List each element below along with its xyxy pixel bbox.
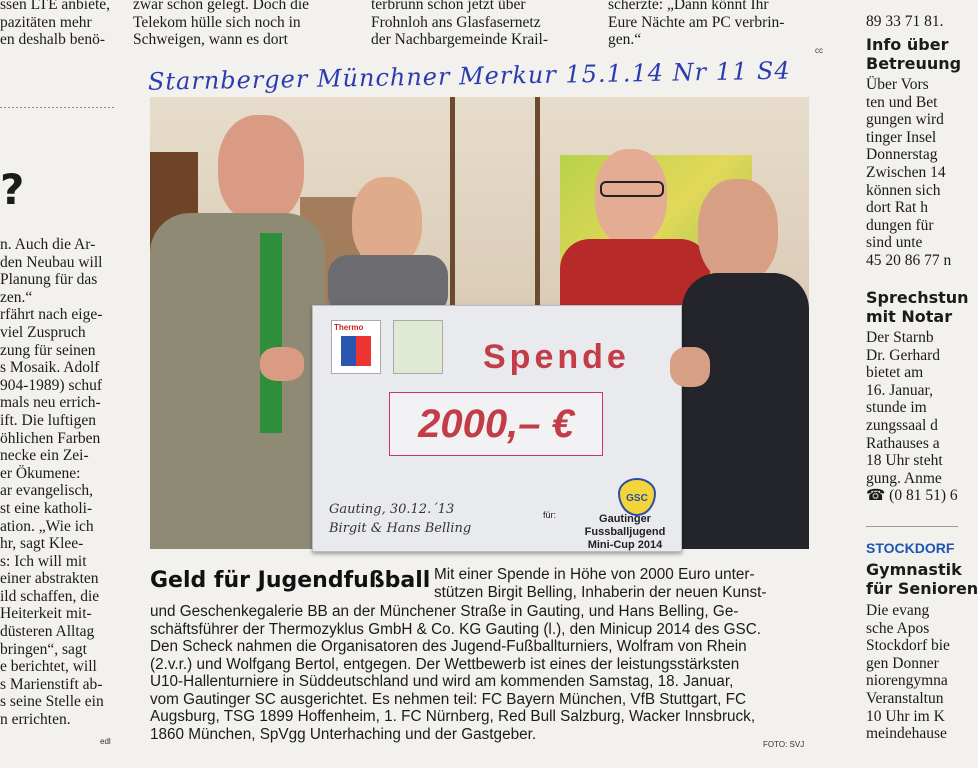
text-line: 89 33 71 81. xyxy=(866,13,944,30)
text-line: ation. „Wie ich xyxy=(0,517,94,535)
text-line: terbrunn schon jetzt über xyxy=(371,0,526,13)
news-photo xyxy=(150,97,809,549)
text-line: st eine katholi- xyxy=(0,499,93,517)
black-sweater xyxy=(682,273,809,549)
author-initials: cc xyxy=(815,46,823,55)
top-column-3 xyxy=(371,0,595,56)
text-line: gen.“ xyxy=(608,31,642,49)
text-line: viel Zuspruch xyxy=(0,323,86,341)
text-line: den Neubau will xyxy=(0,253,103,271)
right-headline-2 xyxy=(866,288,969,326)
headline-line: für Senioren xyxy=(866,579,978,598)
left-article-column xyxy=(0,236,118,756)
text-line: Die evang xyxy=(866,602,930,619)
location-kicker: STOCKDORF xyxy=(866,540,955,556)
article-headline: Geld für Jugendfußball xyxy=(150,568,431,593)
headline-line: mit Notar xyxy=(866,307,953,326)
headline-line: Info über xyxy=(866,35,949,54)
cheque-signature: Birgit & Hans Belling xyxy=(329,521,472,536)
text-line: Den Scheck nahmen die Organisatoren des Jugend-Fußballturniers, Wolfram von Rhein xyxy=(150,638,747,655)
text-line: 10 Uhr im K xyxy=(866,707,945,725)
article-caption-first xyxy=(434,566,812,606)
text-line: schäftsführer der Thermozyklus GmbH & Co. KG Gauting (l.), den Minicup 2014 des GSC. xyxy=(150,620,761,638)
text-line: Der Starnb xyxy=(866,329,934,346)
top-column-4 xyxy=(608,0,832,56)
text-line: bringen“, sagt xyxy=(0,640,87,658)
gsc-badge xyxy=(618,478,656,516)
text-line: zungssaal d xyxy=(866,416,938,434)
text-line: einer abstrakten xyxy=(0,570,99,588)
top-column-1 xyxy=(0,0,118,56)
text-line: ssen LTE anbiete, xyxy=(0,0,111,13)
gallery-logo xyxy=(393,320,443,374)
right-body-1 xyxy=(866,76,958,276)
green-tie xyxy=(260,233,282,433)
text-line: n. Auch die Ar- xyxy=(0,236,96,253)
text-line: Über Vors xyxy=(866,76,929,93)
right-body-2 xyxy=(866,329,958,519)
text-line: ild schaffen, die xyxy=(0,587,100,605)
article-caption xyxy=(150,603,812,753)
headline-line: Gymnastik xyxy=(866,560,962,579)
cheque-title: Spende xyxy=(483,338,630,376)
text-line: er Ökumene: xyxy=(0,464,81,482)
text-line: dort Rat h xyxy=(866,199,928,217)
text-line: ten und Bet xyxy=(866,93,938,111)
text-line: sind unte xyxy=(866,234,923,252)
text-line: Eure Nächte am PC verbrin- xyxy=(608,13,785,31)
text-line: 16. Januar, xyxy=(866,381,933,399)
thermo-logo xyxy=(331,320,381,374)
ladder-sculpture xyxy=(450,97,540,307)
text-line: dungen für xyxy=(866,216,934,234)
question-mark: ? xyxy=(0,165,25,214)
text-line: tinger Insel xyxy=(866,128,937,146)
thermo-logo-text: Thermo xyxy=(334,323,364,332)
text-line: Stockdorf bie xyxy=(866,637,950,655)
cheque-amount: 2000,– € xyxy=(389,392,603,456)
text-line: ☎ (0 81 51) 6 xyxy=(866,487,958,505)
text-line: Schweigen, wann es dort xyxy=(133,31,288,49)
text-line: s seine Stelle ein xyxy=(0,693,104,711)
text-line: ar evangelisch, xyxy=(0,482,93,500)
recipient-line: Fussballjugend xyxy=(584,526,666,538)
text-line: (2.v.r.) und Wolfgang Bertol, entgegen. Der Wettbewerb ist eines der leistungsstärksten xyxy=(150,655,740,673)
text-line: Rathauses a xyxy=(866,434,940,452)
text-line: hr, sagt Klee- xyxy=(0,535,84,553)
text-line: meindehause xyxy=(866,725,947,743)
face xyxy=(595,149,667,245)
text-line: ift. Die luftigen xyxy=(0,411,96,429)
text-line: niorengymna xyxy=(866,672,948,690)
text-line: s Marienstift ab- xyxy=(0,675,103,693)
text-line: öhlichen Farben xyxy=(0,429,101,447)
text-line: gen Donner xyxy=(866,654,939,672)
text-line: zung für seinen xyxy=(0,341,96,359)
right-headline-1 xyxy=(866,35,961,73)
text-line: Veranstaltun xyxy=(866,689,944,707)
jacket xyxy=(150,213,325,549)
section-divider xyxy=(866,526,958,527)
gsc-badge-text: GSC xyxy=(626,493,648,504)
text-line: gung. Anme xyxy=(866,469,942,487)
right-headline-3 xyxy=(866,560,978,598)
text-line: Donnerstag xyxy=(866,146,938,164)
text-line: n errichten. xyxy=(0,711,71,729)
top-column-2 xyxy=(133,0,357,56)
text-line: bietet am xyxy=(866,364,924,382)
donation-cheque xyxy=(312,305,682,552)
text-line: Heiterkeit mit- xyxy=(0,605,92,623)
text-line: 1860 München, SpVgg Unterhaching und der Gastgeber. xyxy=(150,725,537,743)
text-line: U10-Hallenturniere in Süddeutschland und wird am kommenden Samstag, 18. Januar, xyxy=(150,673,734,690)
face xyxy=(352,177,422,267)
author-initials: edl xyxy=(100,737,111,746)
right-top-line xyxy=(866,0,958,30)
text-line: Dr. Gerhard xyxy=(866,346,941,364)
text-line: zwar schon gelegt. Doch die xyxy=(133,0,310,13)
right-body-3 xyxy=(866,602,958,768)
headline-line: Sprechstun xyxy=(866,288,969,307)
glasses xyxy=(600,181,664,197)
text-line: rfährt nach eige- xyxy=(0,306,103,324)
face xyxy=(698,179,778,283)
hand xyxy=(260,347,304,381)
text-line: s Mosaik. Adolf xyxy=(0,359,100,377)
photo-credit: FOTO: SVJ xyxy=(763,740,805,749)
text-line: stunde im xyxy=(866,399,927,417)
text-line: der Nachbargemeinde Krail- xyxy=(371,31,549,49)
text-line: Frohnloh ans Glasfasernetz xyxy=(371,13,541,31)
person-left-man xyxy=(150,115,325,549)
recipient-line: Gautinger xyxy=(599,513,651,525)
face xyxy=(218,115,304,223)
text-line: Augsburg, TSG 1899 Hoffenheim, 1. FC Nürnberg, Red Bull Salzburg, Wacker Innsbruck, xyxy=(150,708,756,725)
text-line: mals neu errich- xyxy=(0,394,101,412)
cheque-for-label: für: xyxy=(543,510,557,520)
cheque-recipient xyxy=(575,513,675,552)
text-line: 18 Uhr steht xyxy=(866,452,943,470)
column-divider xyxy=(0,107,116,108)
text-line: 904-1989) schuf xyxy=(0,376,103,394)
text-line: 45 20 86 77 n xyxy=(866,251,952,269)
text-line: Planung für das xyxy=(0,271,98,289)
text-line: Mit einer Spende in Höhe von 2000 Euro unter- xyxy=(434,566,755,583)
text-line: düsteren Alltag xyxy=(0,623,95,641)
text-line: scherzte: „Dann könnt Ihr xyxy=(608,0,769,13)
hand xyxy=(670,347,710,387)
text-line: e berichtet, will xyxy=(0,658,97,676)
text-line: sche Apos xyxy=(866,619,930,637)
text-line: können sich xyxy=(866,181,941,199)
text-line: stützen Birgit Belling, Inhaberin der neuen Kunst- xyxy=(434,583,767,601)
text-line: pazitäten mehr xyxy=(0,13,92,31)
text-line: zen.“ xyxy=(0,288,33,306)
cheque-date-place: Gauting, 30.12.´13 xyxy=(329,502,455,517)
text-line: en deshalb benö- xyxy=(0,31,106,49)
text-line: Zwischen 14 xyxy=(866,163,946,181)
text-line: Telekom hülle sich noch in xyxy=(133,13,301,31)
text-line: necke ein Zei- xyxy=(0,447,89,465)
text-line: und Geschenkegalerie BB an der Münchener Straße in Gauting, und Hans Belling, Ge- xyxy=(150,603,739,620)
text-line: vom Gautinger SC ausgerichtet. Es nehmen teil: FC Bayern München, VfB Stuttgart, FC xyxy=(150,690,746,708)
recipient-line: Mini-Cup 2014 xyxy=(587,539,663,551)
text-line: s: Ich will mit xyxy=(0,552,87,570)
handwritten-source-note: Starnberger Münchner Merkur 15.1.14 Nr 11 S4 xyxy=(147,56,791,96)
thermo-logo-mark xyxy=(341,336,371,366)
text-line: gungen wird xyxy=(866,111,944,129)
headline-line: Betreuung xyxy=(866,54,962,73)
